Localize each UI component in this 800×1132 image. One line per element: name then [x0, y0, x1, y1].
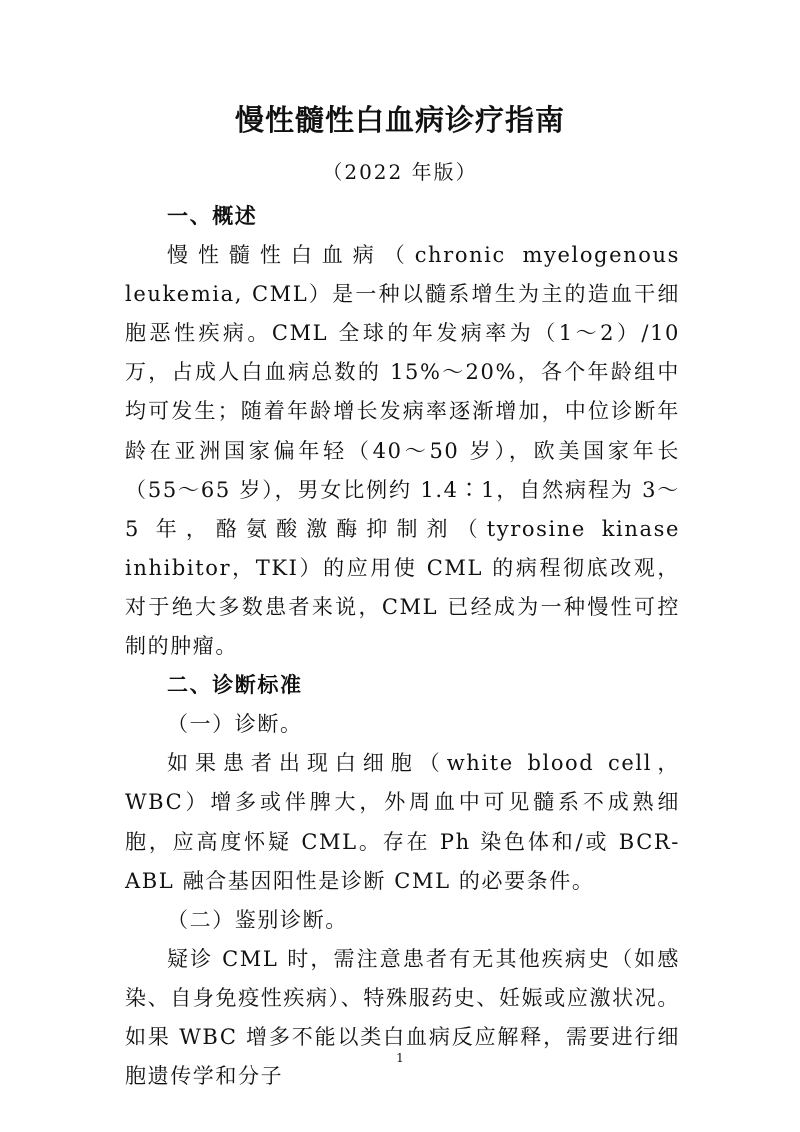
overview-paragraph: 慢性髓性白血病（chronic myelogenous leukemia, CML）是一种以髓系增生为主的造血干细胞恶性疾病。CML 全球的年发病率为（1～2）/10 万，占成人白血病总数的 15%～20%，各个年龄组中均可发生；随着年龄增长发病率逐渐增加，中位诊断年龄在亚洲国家偏年轻（40～50 岁），欧美国家年长（55～65 岁），男女比例约 1.4∶1，自然病程为 3～5 年，酪氨酸激酶抑制剂（tyrosine kinase inhibitor，TKI）的应用使 CML 的病程彻底改观，对于绝大多数患者来说，CML 已经成为一种慢性可控制的肿瘤。	[125, 243, 680, 659]
subsection-heading-diagnosis: （一）诊断。	[167, 712, 303, 737]
document-edition: （2022 年版）	[322, 160, 478, 184]
differential-diagnosis-paragraph: 疑诊 CML 时，需注意患者有无其他疾病史（如感染、自身免疫性疾病）、特殊服药史、妊娠或应激状况。如果 WBC 增多不能以类白血病反应解释，需要进行细胞遗传学和分子	[125, 946, 680, 1089]
document-body	[125, 197, 680, 1096]
document-title: 慢性髓性白血病诊疗指南	[234, 103, 565, 137]
subsection-heading-differential-diagnosis: （二）鉴别诊断。	[167, 907, 348, 932]
section-heading-diagnostic-criteria: 二、诊断标准	[167, 673, 303, 698]
diagnosis-paragraph: 如果患者出现白细胞（white blood cell，WBC）增多或伴脾大，外周血中可见髓系不成熟细胞，应高度怀疑 CML。存在 Ph 染色体和/或 BCR-ABL 融合基因阳性是诊断 CML 的必要条件。	[125, 751, 680, 893]
page-number: 1	[396, 1051, 404, 1065]
section-heading-overview: 一、概述	[167, 204, 258, 228]
